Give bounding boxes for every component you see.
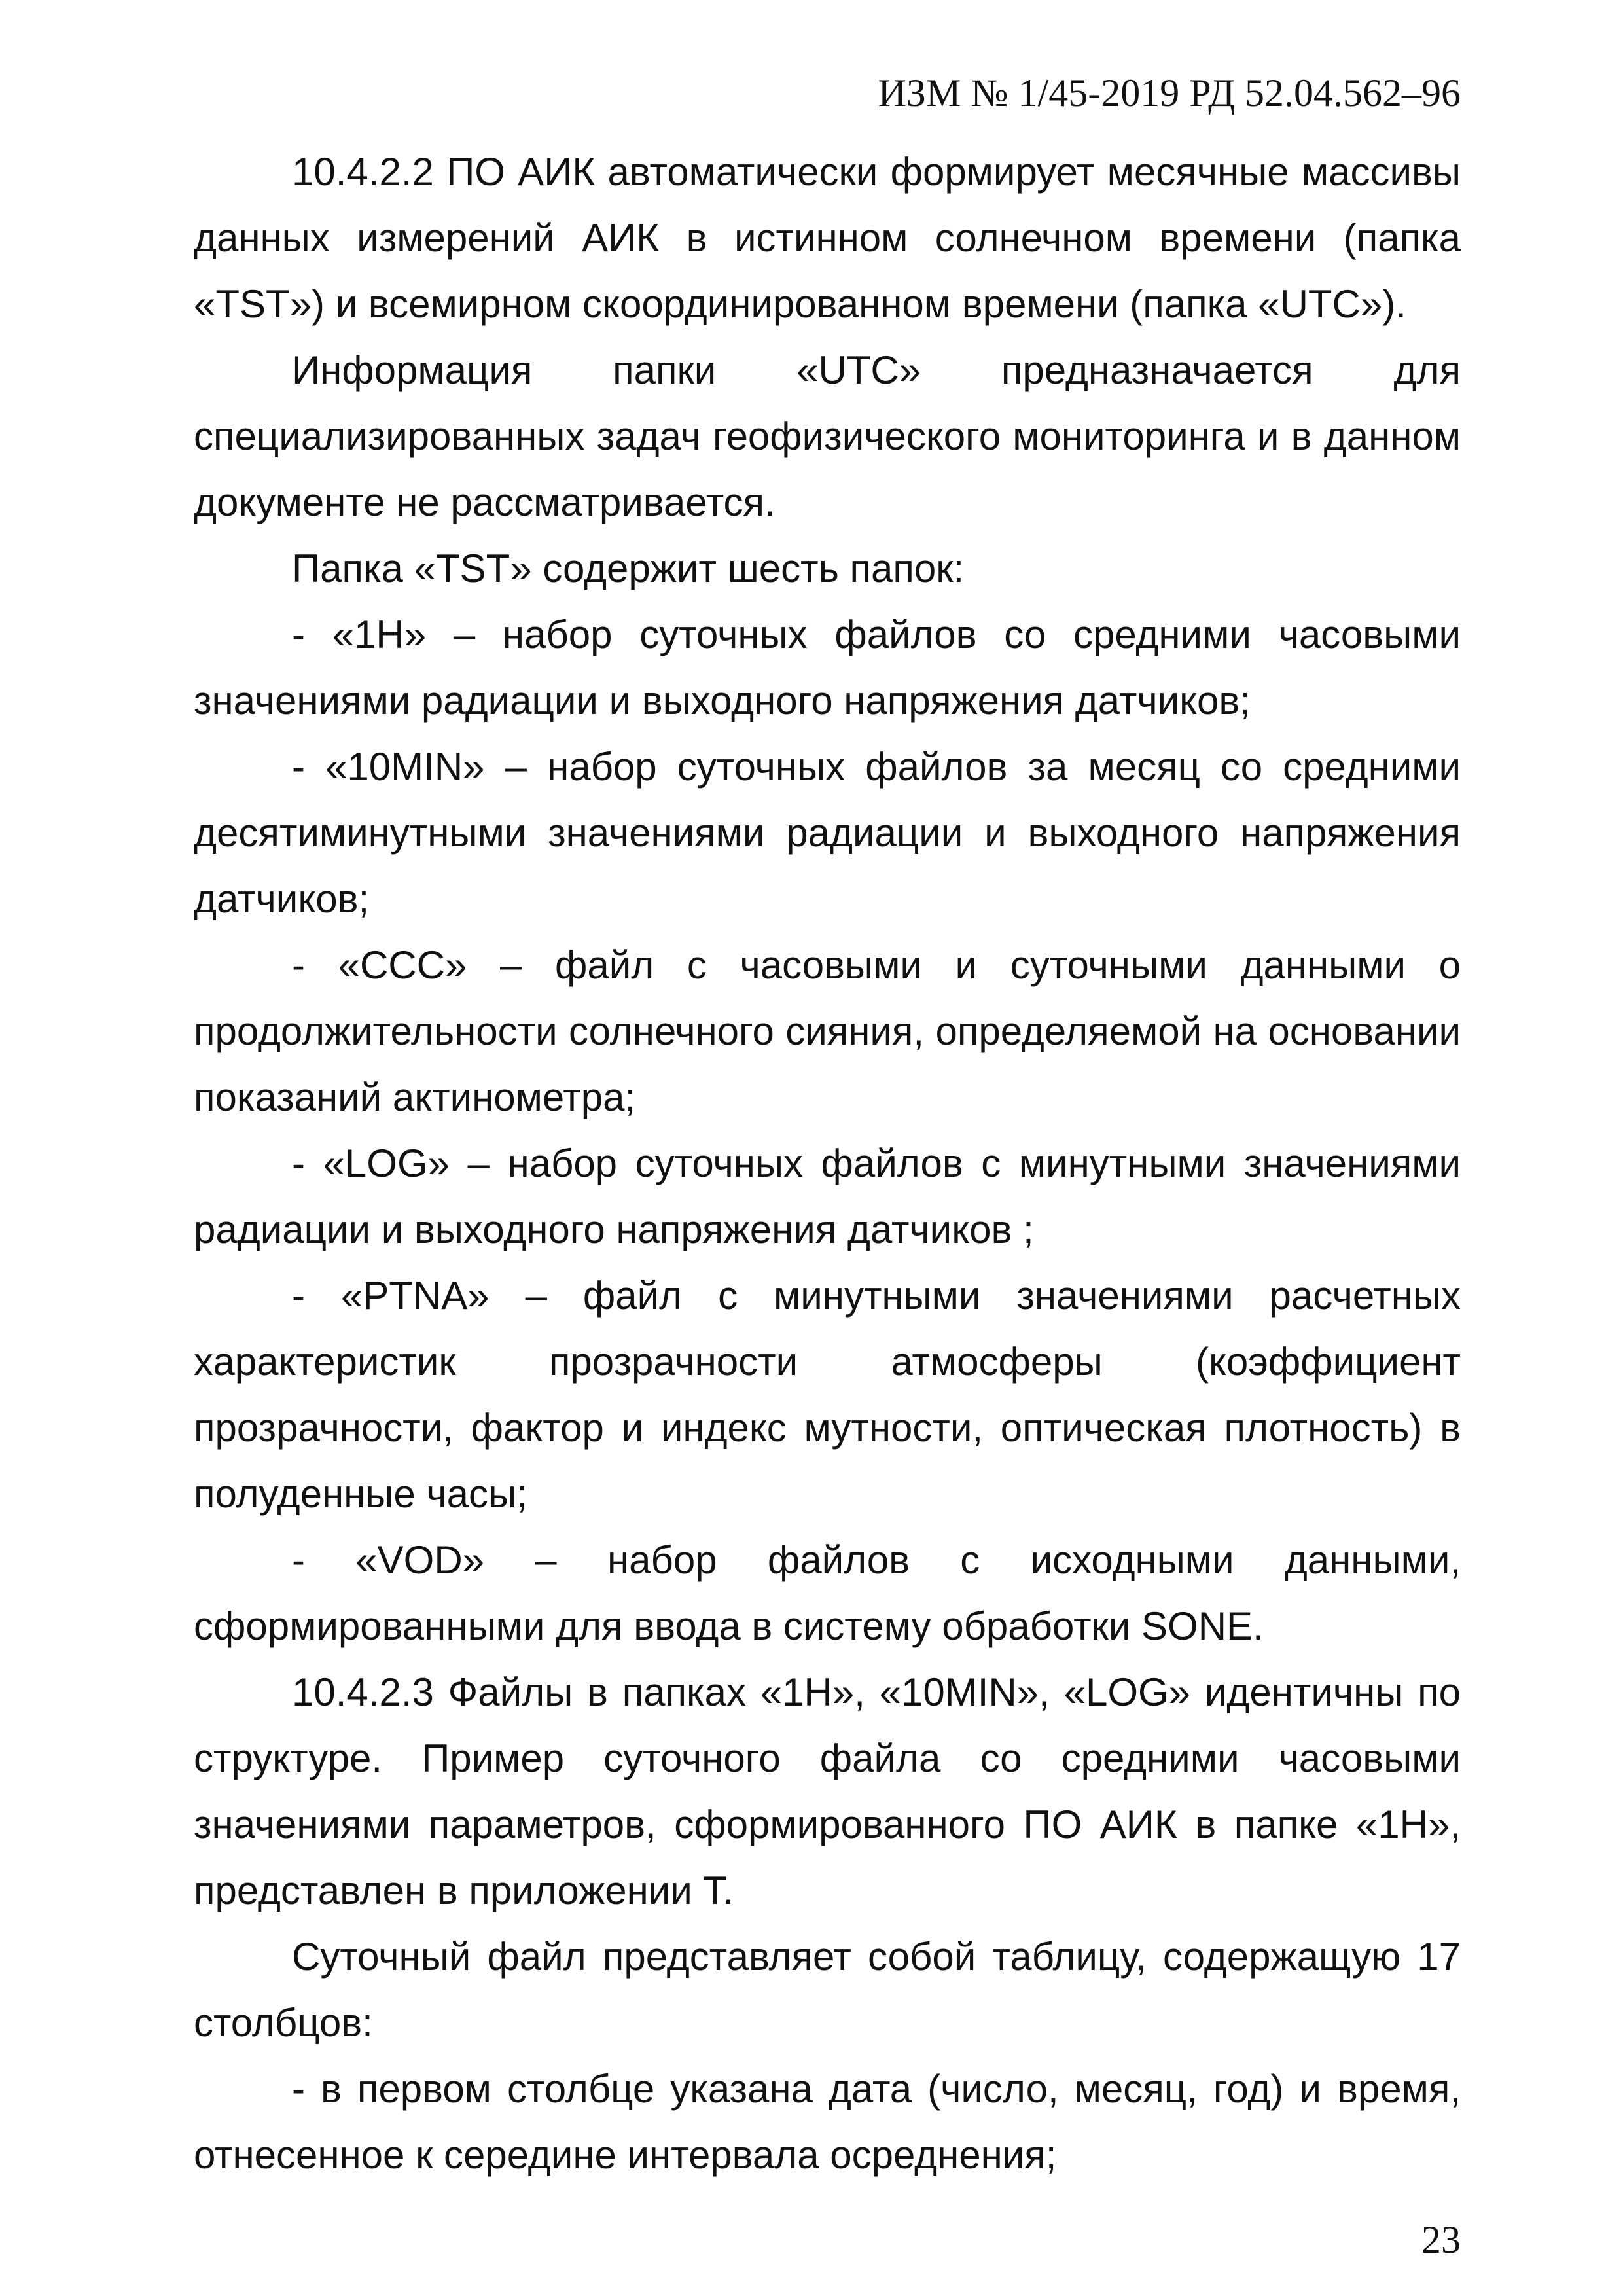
- document-reference-header: ИЗМ № 1/45-2019 РД 52.04.562–96: [878, 71, 1461, 115]
- list-item-ccc: - «CCC» – файл с часовыми и суточными данными о продолжительности солнечного сияния, определяемой на основании показаний актинометра;: [194, 943, 1461, 1119]
- page-number: 23: [1421, 2218, 1461, 2261]
- paragraph-10-4-2-3: 10.4.2.3 Файлы в папках «1H», «10MIN», «LOG» идентичны по структуре. Пример суточного файла со средними часовыми значениями параметров, сформированного ПО АИК в папке «1H», представлен в приложении Т.: [194, 1670, 1461, 1912]
- page-body: [194, 139, 1461, 2188]
- list-item-ptna: - «PTNA» – файл с минутными значениями расчетных характеристик прозрачности атмосферы (коэффициент прозрачности, фактор и индекс мутности, оптическая плотность) в полуденные часы;: [194, 1274, 1461, 1516]
- list-item-log: - «LOG» – набор суточных файлов с минутными значениями радиации и выходного напряжения датчиков ;: [194, 1141, 1461, 1251]
- list-item-10min: - «10MIN» – набор суточных файлов за месяц со средними десятиминутными значениями радиации и выходного напряжения датчиков;: [194, 745, 1461, 921]
- paragraph-utc-info: Информация папки «UTC» предназначается для специализированных задач геофизического мониторинга и в данном документе не рассматривается.: [194, 348, 1461, 524]
- list-item-vod: - «VOD» – набор файлов с исходными данными, сформированными для ввода в систему обработки SONE.: [194, 1538, 1461, 1648]
- paragraph-10-4-2-2: 10.4.2.2 ПО АИК автоматически формирует месячные массивы данных измерений АИК в истинном солнечном времени (папка «TST») и всемирном скоординированном времени (папка «UTC»).: [194, 150, 1461, 326]
- list-item-1h: - «1H» – набор суточных файлов со средними часовыми значениями радиации и выходного напряжения датчиков;: [194, 613, 1461, 723]
- paragraph-tst-folders-intro: Папка «TST» содержит шесть папок:: [292, 547, 965, 590]
- paragraph-daily-file-table: Суточный файл представляет собой таблицу, содержащую 17 столбцов:: [194, 1935, 1461, 2045]
- list-item-first-column: - в первом столбце указана дата (число, месяц, год) и время, отнесенное к середине интервала осреднения;: [194, 2067, 1461, 2177]
